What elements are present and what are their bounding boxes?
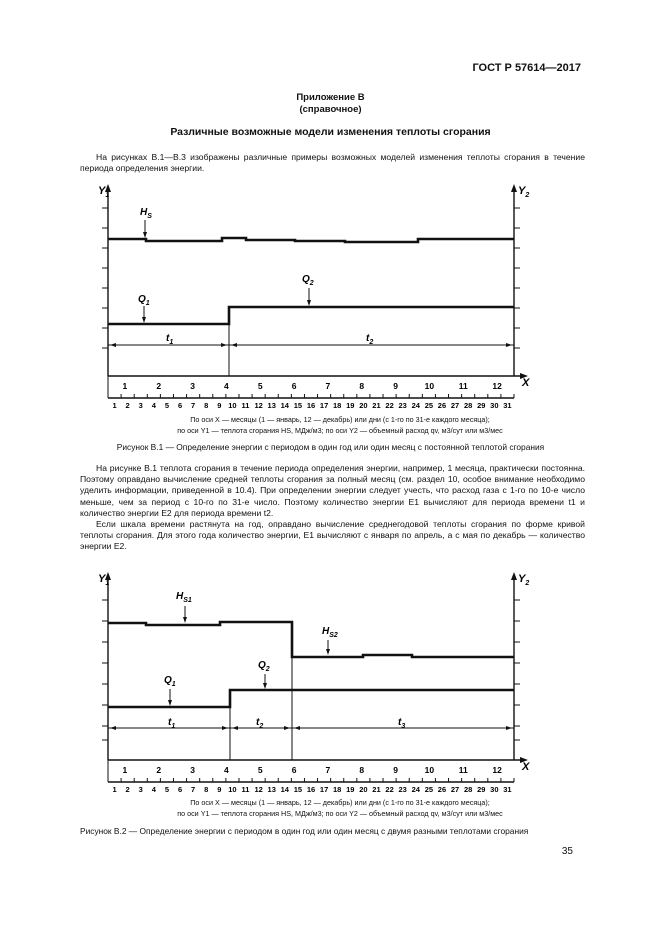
x-axis-label: X <box>522 377 530 389</box>
day-label: 13 <box>267 401 276 410</box>
figure-2-chart <box>60 566 620 800</box>
legend-line-1: По оси X — месяцы (1 — январь, 12 — декабрь) или дни (с 1-го по 31-е каждого месяца); <box>190 415 490 424</box>
section-heading: Различные возможные модели изменения теплоты сгорания <box>170 126 491 138</box>
annex-title <box>0 92 661 116</box>
flow-rate-curve <box>108 307 514 324</box>
day-label: 6 <box>177 401 183 410</box>
month-label: 9 <box>393 381 398 391</box>
month-label: 4 <box>224 381 229 391</box>
month-label: 5 <box>257 765 263 775</box>
heating-value-curve <box>108 622 514 657</box>
day-label: 20 <box>359 785 368 794</box>
month-label: 8 <box>359 381 365 391</box>
day-label: 28 <box>463 401 473 410</box>
y2-axis-label: $Y_2$ <box>518 185 530 199</box>
day-label: 25 <box>424 785 434 794</box>
month-label: 2 <box>156 765 162 775</box>
q2-label <box>302 274 314 306</box>
body-paragraph-1: На рисунке В.1 теплота сгорания в течение периода определения энергии, например, 1 месяца, практически постоянна. Поэтому оправдано вычисление средней теплоты сгорания за полный месяц (см. раздел 10, особое внимание необходимо уделить информации, приведенной в 10.4). При определении энергии следует учесть, что расход газа с 1-го по 10-е число меньше, чем за период с 10-го по 31-е число. Поэтому количество энергии E1 вычисляют для периода времени t1 и количество энергии E2 для периода времени t2. <box>80 463 585 518</box>
day-label: 12 <box>254 785 263 794</box>
intro-paragraph <box>80 152 585 174</box>
day-label: 1 <box>112 785 117 794</box>
t1-label: $t_1$ <box>166 333 174 346</box>
day-label: 26 <box>437 401 447 410</box>
y1-ticks <box>102 600 108 740</box>
day-label: 14 <box>280 785 289 794</box>
month-label: 6 <box>291 381 297 391</box>
month-label: 7 <box>325 765 331 775</box>
legend-line-1: По оси X — месяцы (1 — январь, 12 — декабрь) или дни (с 1-го по 31-е каждого месяца); <box>190 798 490 807</box>
month-label: 6 <box>291 765 297 775</box>
annex-label: Приложение В <box>296 92 365 103</box>
figure-2-legend <box>80 798 600 819</box>
day-label: 30 <box>490 785 499 794</box>
day-label: 31 <box>503 785 512 794</box>
day-label: 4 <box>151 785 156 794</box>
day-label: 24 <box>411 401 420 410</box>
day-label: 15 <box>293 785 303 794</box>
day-label: 25 <box>424 401 434 410</box>
day-labels <box>112 785 511 794</box>
day-label: 16 <box>306 785 316 794</box>
day-label: 27 <box>450 785 460 794</box>
day-label: 15 <box>293 401 303 410</box>
month-label: 10 <box>424 765 435 775</box>
day-label: 27 <box>450 401 460 410</box>
figure-1-chart <box>60 178 620 414</box>
month-label: 1 <box>122 765 128 775</box>
hs-label <box>140 207 152 238</box>
day-label: 12 <box>254 401 263 410</box>
day-label: 11 <box>241 401 250 410</box>
q2-label <box>258 660 270 689</box>
day-label: 14 <box>280 401 289 410</box>
month-label: 12 <box>492 765 502 775</box>
t2-label: $t_2$ <box>366 333 374 346</box>
y2-axis-label: $Y_2$ <box>518 573 530 587</box>
y2-ticks <box>514 600 520 740</box>
day-label: 2 <box>125 401 130 410</box>
day-label: 8 <box>204 401 209 410</box>
figure-1-caption: Рисунок В.1 — Определение энергии с периодом в один год или один месяц с постоянной теплотой сгорания <box>116 442 545 452</box>
month-label: 5 <box>257 381 263 391</box>
day-label: 26 <box>437 785 447 794</box>
day-label: 18 <box>333 401 342 410</box>
day-label: 17 <box>319 401 329 410</box>
figure-1-legend <box>80 415 600 436</box>
day-label: 22 <box>385 785 394 794</box>
day-label: 2 <box>125 785 130 794</box>
day-label: 5 <box>164 401 170 410</box>
day-labels <box>112 401 511 410</box>
month-label: 2 <box>156 381 162 391</box>
day-label: 9 <box>217 785 222 794</box>
q1-label <box>164 675 176 706</box>
day-label: 13 <box>267 785 276 794</box>
month-label: 10 <box>424 381 435 391</box>
day-label: 11 <box>241 785 250 794</box>
y1-axis-label: $Y_1$ <box>98 185 110 199</box>
day-label: 23 <box>398 401 407 410</box>
svg-text:HS: $H_S$ <box>140 207 152 220</box>
month-label: 11 <box>458 381 468 391</box>
t3-label: $t_3$ <box>398 717 406 730</box>
month-label: 12 <box>492 381 502 391</box>
day-label: 16 <box>306 401 316 410</box>
month-label: 8 <box>359 765 365 775</box>
day-label: 24 <box>411 785 420 794</box>
day-label: 10 <box>228 785 237 794</box>
y1-ticks <box>102 208 108 348</box>
document-number: ГОСТ Р 57614—2017 <box>472 62 581 74</box>
svg-text:Q2: $Q_2$ <box>302 274 314 287</box>
month-label: 11 <box>458 765 468 775</box>
day-label: 7 <box>191 785 196 794</box>
month-labels <box>123 381 503 391</box>
month-label: 7 <box>325 381 331 391</box>
day-label: 29 <box>477 785 486 794</box>
day-label: 22 <box>385 401 394 410</box>
hs2-label <box>322 626 338 655</box>
day-label: 9 <box>217 401 222 410</box>
intro-text: На рисунках В.1—В.3 изображены различные примеры возможных моделей изменения теплоты сгорания в течение периода определения энергии. <box>80 152 585 174</box>
t1-label: $t_1$ <box>168 717 176 730</box>
day-label: 28 <box>463 785 473 794</box>
day-label: 5 <box>164 785 170 794</box>
svg-text:HS1: $H_{S1}$ <box>176 591 192 604</box>
legend-line-2: по оси Y1 — теплота сгорания HS, МДж/м3; по оси Y2 — объемный расход qv, м3/сут или м3/мес <box>177 808 503 818</box>
month-label: 3 <box>190 765 195 775</box>
day-label: 10 <box>228 401 237 410</box>
month-labels <box>123 765 503 775</box>
day-label: 1 <box>112 401 117 410</box>
day-label: 3 <box>138 401 143 410</box>
day-label: 3 <box>138 785 143 794</box>
month-label: 4 <box>224 765 229 775</box>
legend-line-2: по оси Y1 — теплота сгорания HS, МДж/м3; по оси Y2 — объемный расход qv, м3/сут или м3/мес <box>177 425 503 435</box>
svg-text:Q1: $Q_1$ <box>138 294 150 307</box>
day-label: 4 <box>151 401 156 410</box>
day-label: 17 <box>319 785 329 794</box>
page-number: 35 <box>561 846 573 857</box>
t2-label: $t_2$ <box>256 717 264 730</box>
month-label: 3 <box>190 381 195 391</box>
day-label: 20 <box>359 401 368 410</box>
day-label: 30 <box>490 401 499 410</box>
figure-2-caption: Рисунок В.2 — Определение энергии с периодом в один год или один месяц с двумя разными теплотами сгорания <box>80 826 529 836</box>
flow-rate-curve <box>108 690 514 707</box>
month-label: 9 <box>393 765 398 775</box>
svg-text:Q2: $Q_2$ <box>258 660 270 673</box>
body-paragraph-2: Если шкала времени растянута на год, оправдано вычисление среднегодовой теплоты сгорания по форме кривой теплоты сгорания. Для этого года количество энергии, E1 вычисляют с января по апрель, а с мая по декабрь — количество энергии E2. <box>80 519 585 552</box>
day-label: 31 <box>503 401 512 410</box>
day-label: 19 <box>346 785 355 794</box>
q1-label <box>138 294 150 323</box>
hs1-label <box>176 591 192 623</box>
y2-ticks <box>514 208 520 348</box>
day-label: 23 <box>398 785 407 794</box>
month-label: 1 <box>122 381 128 391</box>
body-paragraphs <box>80 463 585 553</box>
day-label: 21 <box>372 401 381 410</box>
day-label: 8 <box>204 785 209 794</box>
day-label: 21 <box>372 785 381 794</box>
y1-axis-label: $Y_1$ <box>98 573 110 587</box>
day-label: 18 <box>333 785 342 794</box>
svg-text:Q1: $Q_1$ <box>164 675 176 688</box>
day-label: 19 <box>346 401 355 410</box>
x-axis-label: X <box>522 761 530 773</box>
svg-text:HS2: $H_{S2}$ <box>322 626 338 639</box>
day-label: 6 <box>177 785 183 794</box>
day-label: 7 <box>191 401 196 410</box>
day-label: 29 <box>477 401 486 410</box>
heating-value-curve <box>108 238 514 242</box>
annex-type: (справочное) <box>299 104 362 115</box>
